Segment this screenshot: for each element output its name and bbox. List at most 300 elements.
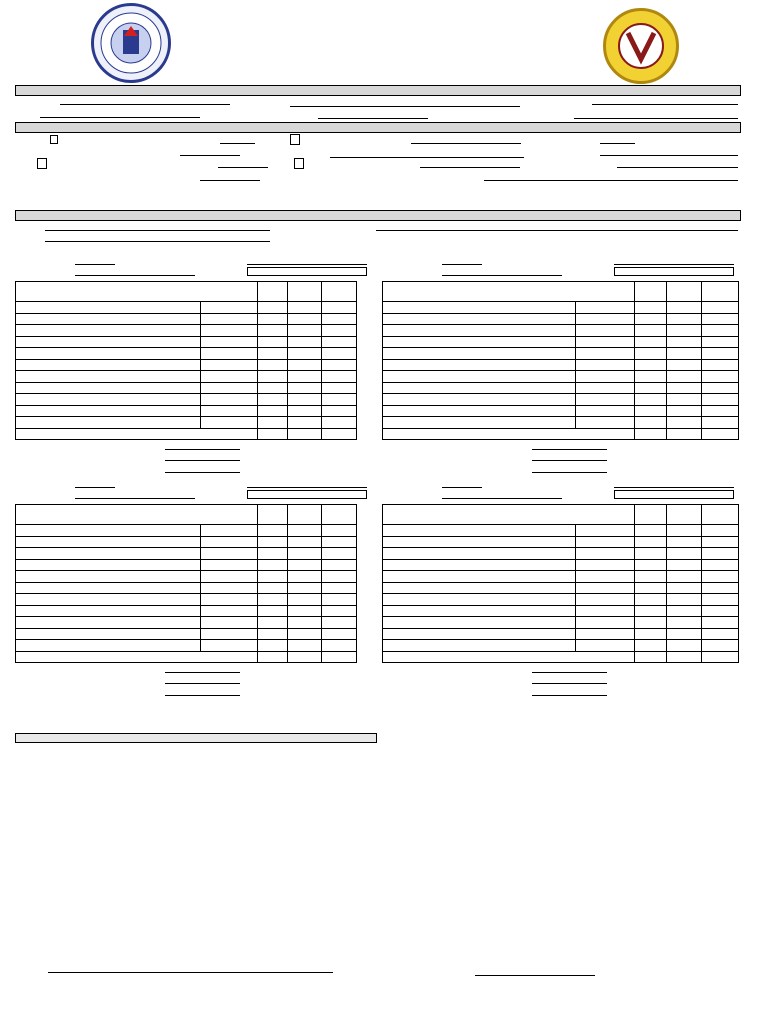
total-hours-spacer xyxy=(257,428,287,440)
subject-name xyxy=(383,405,576,417)
table-row xyxy=(16,582,357,594)
years-in-school-field[interactable] xyxy=(532,695,607,696)
table-row xyxy=(383,640,739,652)
subject-name xyxy=(16,536,201,548)
subject-action xyxy=(702,313,739,325)
subject-cs-ave xyxy=(667,582,702,594)
subject-cs-ave xyxy=(667,617,702,629)
years-in-school-field[interactable] xyxy=(165,695,240,696)
exam-date-field[interactable] xyxy=(200,180,260,181)
summary-head-label xyxy=(16,734,377,743)
subject-name xyxy=(16,359,201,371)
subject-hours xyxy=(635,371,667,383)
subject-type xyxy=(201,417,258,429)
total-hours-blank xyxy=(702,428,739,440)
subject-cs-ave xyxy=(667,525,702,537)
subject-action xyxy=(321,605,356,617)
gen-ave-field[interactable] xyxy=(220,143,255,144)
subject-cs-ave xyxy=(288,371,321,383)
subject-cs-ave xyxy=(667,628,702,640)
subject-name xyxy=(16,559,201,571)
subject-type xyxy=(201,382,258,394)
subject-cs-ave xyxy=(288,313,321,325)
subject-type xyxy=(576,582,635,594)
subject-hours xyxy=(635,628,667,640)
subject-type xyxy=(201,605,258,617)
subject-name xyxy=(16,582,201,594)
subject-action xyxy=(702,525,739,537)
subject-hours xyxy=(635,348,667,360)
signature-line-right[interactable] xyxy=(475,975,595,976)
col-cs-ave xyxy=(667,505,702,525)
table-row xyxy=(16,405,357,417)
subject-type xyxy=(576,559,635,571)
years-in-school-field[interactable] xyxy=(165,472,240,473)
subject-type xyxy=(576,348,635,360)
subject-type xyxy=(576,605,635,617)
days-present-field[interactable] xyxy=(165,460,240,461)
subject-cs-ave xyxy=(667,371,702,383)
subject-hours xyxy=(635,605,667,617)
subject-name xyxy=(383,571,576,583)
subject-hours xyxy=(635,525,667,537)
subject-action xyxy=(702,594,739,606)
subject-action xyxy=(702,536,739,548)
subject-name xyxy=(383,536,576,548)
subject-hours xyxy=(257,302,287,314)
subject-hours xyxy=(635,382,667,394)
admission-field[interactable] xyxy=(574,118,738,119)
lrn-field[interactable] xyxy=(40,117,200,118)
subject-action xyxy=(702,605,739,617)
semester-header-field[interactable] xyxy=(247,487,367,488)
pept-box[interactable] xyxy=(37,158,47,169)
subject-cs-ave xyxy=(667,605,702,617)
subject-action xyxy=(321,582,356,594)
subject-cs-ave xyxy=(288,548,321,560)
col-action xyxy=(702,282,739,302)
subject-hours xyxy=(257,548,287,560)
subject-cs-ave xyxy=(288,628,321,640)
col-subjects xyxy=(383,505,635,525)
subject-name xyxy=(383,348,576,360)
subject-action xyxy=(702,302,739,314)
subject-action xyxy=(702,325,739,337)
subject-cs-ave xyxy=(667,302,702,314)
table-row xyxy=(16,536,357,548)
table-row xyxy=(383,559,739,571)
col-hours xyxy=(257,505,287,525)
hs-completer-box[interactable] xyxy=(50,135,58,144)
subject-hours xyxy=(635,548,667,560)
subject-name xyxy=(16,371,201,383)
subject-action xyxy=(702,582,739,594)
days-present-field[interactable] xyxy=(165,683,240,684)
subject-type xyxy=(576,525,635,537)
subject-action xyxy=(321,571,356,583)
semester-value-box xyxy=(247,490,367,499)
table-row xyxy=(383,302,739,314)
subject-type xyxy=(576,536,635,548)
subject-hours xyxy=(257,536,287,548)
table-row xyxy=(383,348,739,360)
subjects-table xyxy=(15,281,357,440)
first-name-field[interactable] xyxy=(290,106,520,107)
subject-hours xyxy=(257,594,287,606)
table-row xyxy=(16,417,357,429)
subject-hours xyxy=(257,571,287,583)
years-in-school-field[interactable] xyxy=(532,472,607,473)
subject-hours xyxy=(257,640,287,652)
subject-type xyxy=(576,594,635,606)
track-field[interactable] xyxy=(45,230,270,231)
subject-hours xyxy=(257,313,287,325)
semester-header-field[interactable] xyxy=(442,275,562,276)
semester-header-field[interactable] xyxy=(75,275,195,276)
subject-action xyxy=(321,302,356,314)
subject-type xyxy=(201,628,258,640)
subject-name xyxy=(383,371,576,383)
col-action xyxy=(321,282,356,302)
subject-action xyxy=(702,548,739,560)
subject-type xyxy=(576,382,635,394)
subject-hours xyxy=(635,336,667,348)
subject-cs-ave xyxy=(667,325,702,337)
col-hours xyxy=(635,282,667,302)
subject-type xyxy=(576,548,635,560)
school-name-field[interactable] xyxy=(330,157,524,158)
subject-hours xyxy=(635,559,667,571)
days-school-field[interactable] xyxy=(532,672,607,673)
subject-hours xyxy=(635,405,667,417)
subject-action xyxy=(702,394,739,406)
subject-cs-ave xyxy=(288,394,321,406)
semester-header-field[interactable] xyxy=(247,264,367,265)
total-hours-value xyxy=(288,428,321,440)
semester-header-field[interactable] xyxy=(75,264,115,265)
subject-type xyxy=(576,640,635,652)
subject-cs-ave xyxy=(667,571,702,583)
others-field[interactable] xyxy=(617,167,738,168)
subjects-table xyxy=(382,281,739,440)
subject-name xyxy=(383,417,576,429)
subject-cs-ave xyxy=(667,405,702,417)
subject-hours xyxy=(257,359,287,371)
subject-name xyxy=(383,359,576,371)
subject-type xyxy=(576,571,635,583)
subject-name xyxy=(16,605,201,617)
total-hours-row xyxy=(16,428,357,440)
total-hours-blank xyxy=(321,651,356,663)
dob-field[interactable] xyxy=(318,118,428,119)
subject-type xyxy=(201,525,258,537)
subject-action xyxy=(321,325,356,337)
subject-type xyxy=(201,302,258,314)
subject-hours xyxy=(257,336,287,348)
subject-name xyxy=(16,417,201,429)
subject-type xyxy=(576,359,635,371)
subject-action xyxy=(702,405,739,417)
subject-cs-ave xyxy=(288,325,321,337)
subject-type xyxy=(576,336,635,348)
subject-name xyxy=(16,405,201,417)
semester-header-field[interactable] xyxy=(442,487,482,488)
subject-type xyxy=(201,594,258,606)
subject-type xyxy=(201,394,258,406)
col-hours xyxy=(635,505,667,525)
subject-cs-ave xyxy=(288,525,321,537)
strand-field[interactable] xyxy=(45,241,270,242)
table-row xyxy=(16,628,357,640)
table-row xyxy=(16,640,357,652)
deped-seal-graphic xyxy=(94,6,168,80)
school-seal xyxy=(603,8,679,84)
semester-header-field[interactable] xyxy=(75,498,195,499)
subject-name xyxy=(16,348,201,360)
table-row xyxy=(16,394,357,406)
table-row xyxy=(383,417,739,429)
col-cs-ave xyxy=(288,505,321,525)
table-row xyxy=(16,313,357,325)
total-hours-value xyxy=(667,428,702,440)
table-row xyxy=(16,302,357,314)
jhs-completer-field[interactable] xyxy=(411,143,521,144)
col-hours xyxy=(257,282,287,302)
subject-action xyxy=(321,594,356,606)
middle-name-field[interactable] xyxy=(592,104,738,105)
subject-name xyxy=(383,640,576,652)
subject-name xyxy=(16,336,201,348)
subject-name xyxy=(383,617,576,629)
table-row xyxy=(383,548,739,560)
subject-hours xyxy=(257,348,287,360)
subject-hours xyxy=(257,617,287,629)
school-address-field[interactable] xyxy=(600,155,738,156)
grad-date-field[interactable] xyxy=(180,155,240,156)
subject-cs-ave xyxy=(667,382,702,394)
gen-ave2-field[interactable] xyxy=(600,143,635,144)
subject-name xyxy=(16,382,201,394)
subject-action xyxy=(702,348,739,360)
subject-cs-ave xyxy=(288,536,321,548)
table-row xyxy=(16,594,357,606)
subject-type xyxy=(576,417,635,429)
table-row xyxy=(383,313,739,325)
subject-type xyxy=(576,302,635,314)
subject-type xyxy=(576,325,635,337)
jhs-completer-box[interactable] xyxy=(290,134,300,145)
col-subjects xyxy=(383,282,635,302)
subject-type xyxy=(201,582,258,594)
table-row xyxy=(383,605,739,617)
subject-type xyxy=(576,617,635,629)
total-hours-spacer xyxy=(635,651,667,663)
subject-cs-ave xyxy=(288,302,321,314)
col-cs-ave xyxy=(288,282,321,302)
days-present-field[interactable] xyxy=(532,683,607,684)
subject-action xyxy=(321,371,356,383)
scholastic-bar xyxy=(15,210,741,221)
subject-action xyxy=(321,405,356,417)
subject-cs-ave xyxy=(288,640,321,652)
subject-action xyxy=(321,382,356,394)
table-row xyxy=(383,382,739,394)
table-row xyxy=(383,336,739,348)
col-subjects xyxy=(16,505,258,525)
subject-hours xyxy=(635,417,667,429)
subject-name xyxy=(16,640,201,652)
specialization-field[interactable] xyxy=(376,230,738,231)
subject-cs-ave xyxy=(288,571,321,583)
table-row xyxy=(383,325,739,337)
table-header xyxy=(16,282,357,302)
subject-type xyxy=(201,548,258,560)
subject-hours xyxy=(257,394,287,406)
total-hours-value xyxy=(667,651,702,663)
subject-hours xyxy=(635,536,667,548)
subject-hours xyxy=(257,405,287,417)
days-present-field[interactable] xyxy=(532,460,607,461)
subject-hours xyxy=(257,605,287,617)
table-row xyxy=(16,336,357,348)
table-header xyxy=(383,282,739,302)
subject-name xyxy=(383,605,576,617)
table-row xyxy=(16,605,357,617)
table-row xyxy=(16,559,357,571)
subject-cs-ave xyxy=(667,336,702,348)
total-hours-spacer xyxy=(635,428,667,440)
subject-hours xyxy=(635,394,667,406)
subject-type xyxy=(576,313,635,325)
subject-cs-ave xyxy=(667,348,702,360)
subject-cs-ave xyxy=(288,417,321,429)
semester-header-field[interactable] xyxy=(442,264,482,265)
col-action xyxy=(321,505,356,525)
table-row xyxy=(383,394,739,406)
subject-name xyxy=(383,548,576,560)
subject-cs-ave xyxy=(667,417,702,429)
center-field[interactable] xyxy=(484,180,738,181)
subject-hours xyxy=(635,325,667,337)
pept-rating-field[interactable] xyxy=(218,167,268,168)
subject-action xyxy=(702,336,739,348)
subject-type xyxy=(576,394,635,406)
subject-action xyxy=(702,617,739,629)
subject-action xyxy=(702,359,739,371)
eligibility-bar xyxy=(15,122,741,133)
subject-cs-ave xyxy=(667,536,702,548)
subject-action xyxy=(702,640,739,652)
col-action xyxy=(702,505,739,525)
subject-name xyxy=(383,394,576,406)
table-row xyxy=(383,628,739,640)
total-hours-spacer xyxy=(257,651,287,663)
subject-cs-ave xyxy=(667,548,702,560)
subject-type xyxy=(201,640,258,652)
subject-action xyxy=(321,617,356,629)
table-header xyxy=(383,505,739,525)
table-row xyxy=(16,325,357,337)
subject-name xyxy=(383,582,576,594)
als-box[interactable] xyxy=(294,158,304,169)
table-row xyxy=(16,359,357,371)
semester-header-field[interactable] xyxy=(442,498,562,499)
subject-cs-ave xyxy=(288,559,321,571)
total-hours-label xyxy=(383,428,635,440)
subject-action xyxy=(321,548,356,560)
col-cs-ave xyxy=(667,282,702,302)
signature-line-left[interactable] xyxy=(48,972,333,973)
col-subjects xyxy=(16,282,258,302)
days-school-field[interactable] xyxy=(532,449,607,450)
table-row xyxy=(16,348,357,360)
als-rating-field[interactable] xyxy=(420,167,520,168)
semester-header-field[interactable] xyxy=(614,487,734,488)
table-row xyxy=(16,525,357,537)
days-school-field[interactable] xyxy=(165,672,240,673)
subject-cs-ave xyxy=(288,336,321,348)
total-hours-blank xyxy=(321,428,356,440)
subject-action xyxy=(321,559,356,571)
subject-type xyxy=(201,313,258,325)
last-name-field[interactable] xyxy=(60,104,230,105)
subjects-table xyxy=(382,504,739,663)
semester-header-field[interactable] xyxy=(75,487,115,488)
subject-action xyxy=(321,525,356,537)
subject-name xyxy=(16,617,201,629)
subject-hours xyxy=(635,313,667,325)
subject-type xyxy=(201,371,258,383)
semester-value-box xyxy=(614,267,734,276)
subject-type xyxy=(576,628,635,640)
subject-name xyxy=(16,313,201,325)
subject-name xyxy=(383,325,576,337)
table-row xyxy=(383,405,739,417)
subject-name xyxy=(383,302,576,314)
subject-hours xyxy=(635,359,667,371)
subject-action xyxy=(702,382,739,394)
subject-action xyxy=(702,417,739,429)
total-hours-label xyxy=(16,428,258,440)
table-row xyxy=(383,594,739,606)
table-row xyxy=(383,359,739,371)
subject-name xyxy=(16,394,201,406)
subject-hours xyxy=(257,559,287,571)
subject-hours xyxy=(257,525,287,537)
total-hours-row xyxy=(383,428,739,440)
table-row xyxy=(383,582,739,594)
subject-type xyxy=(201,359,258,371)
subject-type xyxy=(576,405,635,417)
subject-hours xyxy=(635,640,667,652)
table-row xyxy=(16,617,357,629)
total-hours-value xyxy=(288,651,321,663)
semester-header-field[interactable] xyxy=(614,264,734,265)
subject-cs-ave xyxy=(288,382,321,394)
subject-name xyxy=(383,559,576,571)
semester-value-box xyxy=(614,490,734,499)
subject-cs-ave xyxy=(667,559,702,571)
subject-action xyxy=(321,348,356,360)
subject-name xyxy=(383,594,576,606)
learner-info-bar xyxy=(15,85,741,96)
subject-cs-ave xyxy=(667,640,702,652)
subject-action xyxy=(321,313,356,325)
subject-name xyxy=(383,313,576,325)
total-hours-blank xyxy=(702,651,739,663)
subject-cs-ave xyxy=(288,348,321,360)
days-school-field[interactable] xyxy=(165,449,240,450)
